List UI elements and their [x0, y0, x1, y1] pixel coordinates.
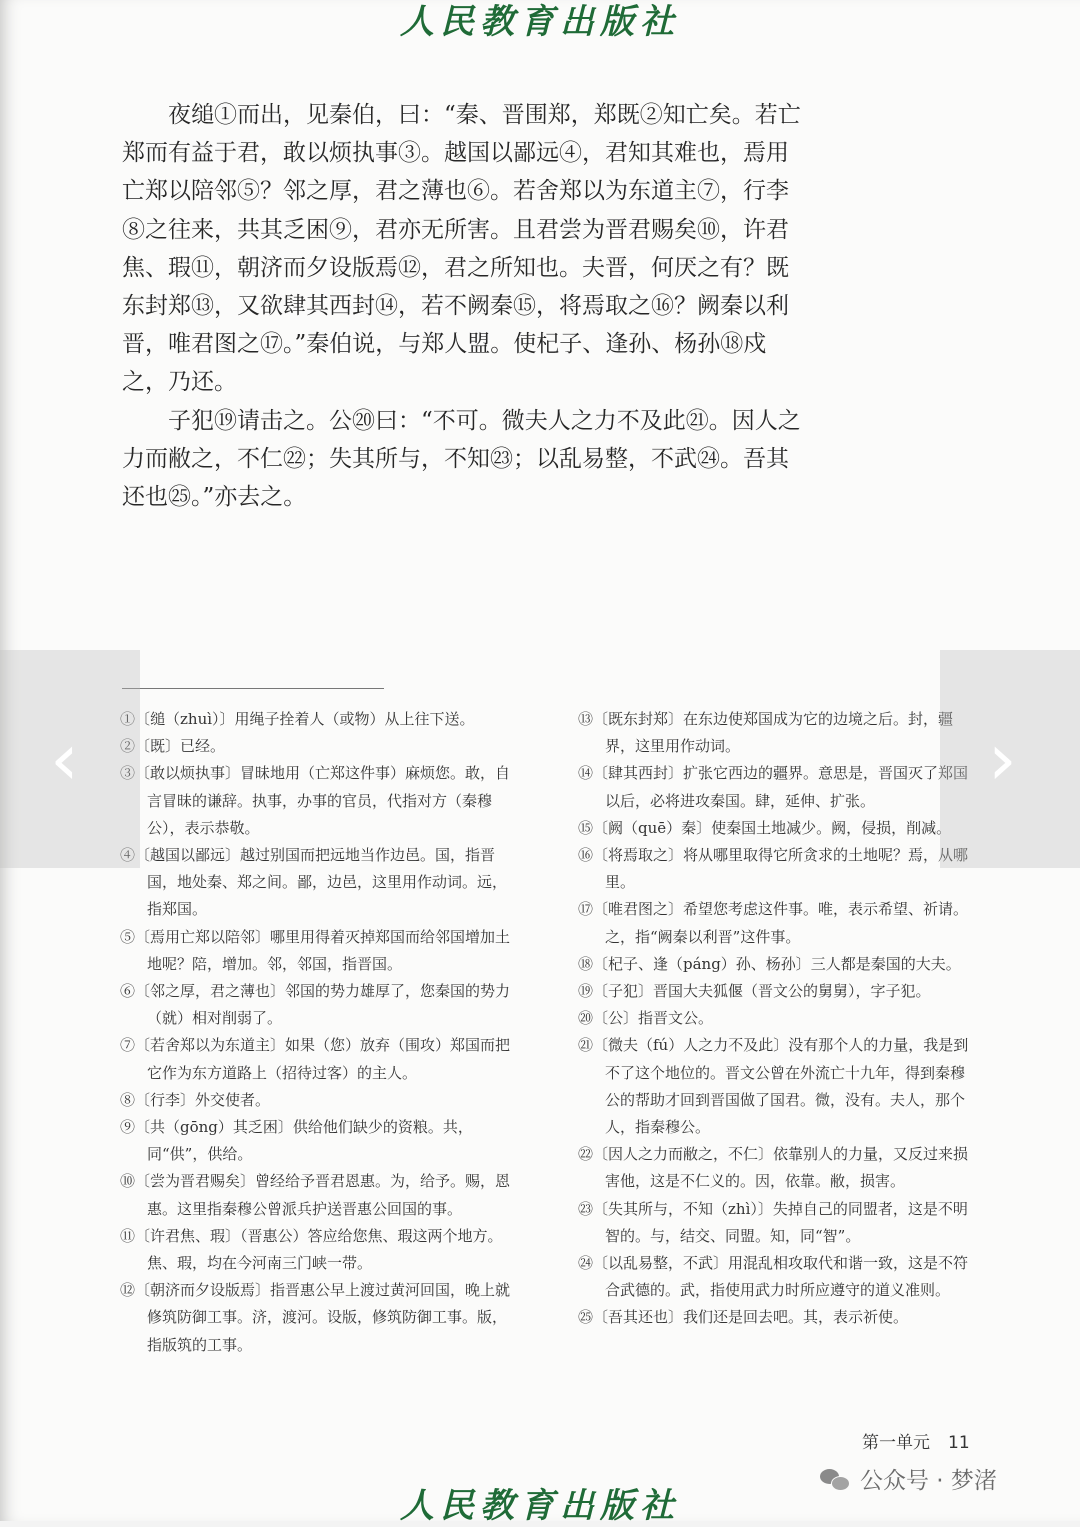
- footnote-22: ㉒〔因人之力而敝之，不仁〕依靠别人的力量，又反过来损害他，这是不仁义的。因，依靠。敝，损害。: [578, 1145, 969, 1191]
- footnote-15: ⑮〔阙（quē）秦〕使秦国土地减少。阙，侵损，削减。: [578, 818, 952, 837]
- footnote-6: ⑥〔邻之厚，君之薄也〕邻国的势力雄厚了，您秦国的势力（就）相对削弱了。: [120, 982, 511, 1028]
- footnote-18: ⑱〔杞子、逢（páng）孙、杨孙〕三人都是秦国的大夫。: [578, 954, 961, 973]
- footnote-14: ⑭〔肆其西封〕扩张它西边的疆界。意思是，晋国灭了郑国以后，必将进攻秦国。肆，延伸、扩张。: [578, 764, 969, 810]
- footnote-3: ③〔敢以烦执事〕冒昧地用（亡郑这件事）麻烦您。敢，自言冒昧的谦辞。执事，办事的官员，代指对方（秦穆公），表示恭敬。: [120, 764, 511, 837]
- footnote-11: ⑪〔许君焦、瑕〕（晋惠公）答应给您焦、瑕这两个地方。焦、瑕，均在今河南三门峡一带。: [120, 1226, 503, 1273]
- footnote-1: ①〔缒（zhuì）〕用绳子拴着人（或物）从上往下送。: [120, 710, 475, 728]
- watermark-text: 公众号 · 梦渚: [860, 1468, 997, 1494]
- footnote-10: ⑩〔尝为晋君赐矣〕曾经给予晋君恩惠。为，给予。赐，恩惠。这里指秦穆公曾派兵护送晋惠公回国的事。: [120, 1172, 511, 1218]
- footnote-16: ⑯〔将焉取之〕将从哪里取得它所贪求的土地呢？焉，从哪里。: [578, 846, 969, 892]
- footnote-8: ⑧〔行李〕外交使者。: [120, 1090, 271, 1109]
- footnotes-left-column: [120, 706, 520, 1359]
- footnote-19: ⑲〔子犯〕晋国大夫狐偃（晋文公的舅舅），字子犯。: [578, 982, 931, 1001]
- footnotes-right-column: [578, 706, 978, 1332]
- chevron-left-icon: ‹: [50, 717, 79, 801]
- footnote-20: ⑳〔公〕指晋文公。: [578, 1009, 714, 1028]
- footnote-7: ⑦〔若舍郑以为东道主〕如果（您）放弃（围攻）郑国而把它作为东方道路上（招待过客）的主人。: [120, 1036, 511, 1082]
- footnote-9: ⑨〔共（gōng）其乏困〕供给他们缺少的资粮。共，同“供”，供给。: [120, 1118, 473, 1164]
- unit-label: 第一单元: [862, 1433, 930, 1453]
- main-text: [122, 96, 802, 516]
- publisher-logo-bottom: 人民教育出版社: [400, 1486, 680, 1526]
- page-footer: [862, 1428, 970, 1453]
- page-number: 11: [948, 1433, 970, 1453]
- footnote-24: ㉔〔以乱易整，不武〕用混乱相攻取代和谐一致，这是不符合武德的。武，指使用武力时所应遵守的道义准则。: [578, 1254, 969, 1300]
- footnote-5: ⑤〔焉用亡郑以陪邻〕哪里用得着灭掉郑国而给邻国增加土地呢？陪，增加。邻，邻国，指晋国。: [120, 927, 511, 973]
- publisher-logo-top: 人民教育出版社: [400, 2, 680, 42]
- prev-page-button[interactable]: [0, 650, 140, 868]
- chevron-right-icon: ›: [988, 717, 1017, 801]
- footnote-17: ⑰〔唯君图之〕希望您考虑这件事。唯，表示希望、祈请。之，指“阙秦以利晋”这件事。: [578, 900, 969, 946]
- main-paragraph-1: 夜缒①而出，见秦伯，曰：“秦、晋围郑，郑既②知亡矣。若亡郑而有益于君，敢以烦执事③。越国以鄙远④，君知其难也，焉用亡郑以陪邻⑤？邻之厚，君之薄也⑥。若舍郑以为东道主⑦，行李⑧之往来，共其乏困⑨，君亦无所害。且君尝为晋君赐矣⑩，许君焦、瑕⑪，朝济而夕设版焉⑫，君之所知也。夫晋，何厌之有？既东封郑⑬，又欲肆其西封⑭，若不阙秦⑮，将焉取之⑯？阙秦以利晋，唯君图之⑰。”秦伯说，与郑人盟。使杞子、逢孙、杨孙⑱戍之，乃还。: [122, 102, 801, 396]
- footnote-4: ④〔越国以鄙远〕越过别国而把远地当作边邑。国，指晋国，地处秦、郑之间。鄙，边邑，这里用作动词。远，指郑国。: [120, 846, 508, 919]
- footnote-2: ②〔既〕已经。: [120, 737, 226, 756]
- footnote-21: ㉑〔微夫（fú）人之力不及此〕没有那个人的力量，我是到不了这个地位的。晋文公曾在外流亡十九年，得到秦穆公的帮助才回到晋国做了国君。微，没有。夫人，那个人，指秦穆公。: [578, 1036, 969, 1137]
- footnote-23: ㉓〔失其所与，不知（zhì）〕失掉自己的同盟者，这是不明智的。与，结交、同盟。知，同“智”。: [578, 1199, 968, 1245]
- footnote-divider: [122, 688, 384, 689]
- main-paragraph-2: 子犯⑲请击之。公⑳曰：“不可。微夫人之力不及此㉑。因人之力而敝之，不仁㉒；失其所与，不知㉓；以乱易整，不武㉔。吾其还也㉕。”亦去之。: [122, 407, 801, 511]
- footnote-12: ⑫〔朝济而夕设版焉〕指晋惠公早上渡过黄河回国，晚上就修筑防御工事。济，渡河。设版，修筑防御工事。版，指版筑的工事。: [120, 1281, 511, 1354]
- footnote-25: ㉕〔吾其还也〕我们还是回去吧。其，表示祈使。: [578, 1308, 909, 1327]
- footnote-13: ⑬〔既东封郑〕在东边使郑国成为它的边境之后。封，疆界，这里用作动词。: [578, 710, 954, 756]
- next-page-button[interactable]: [940, 650, 1080, 868]
